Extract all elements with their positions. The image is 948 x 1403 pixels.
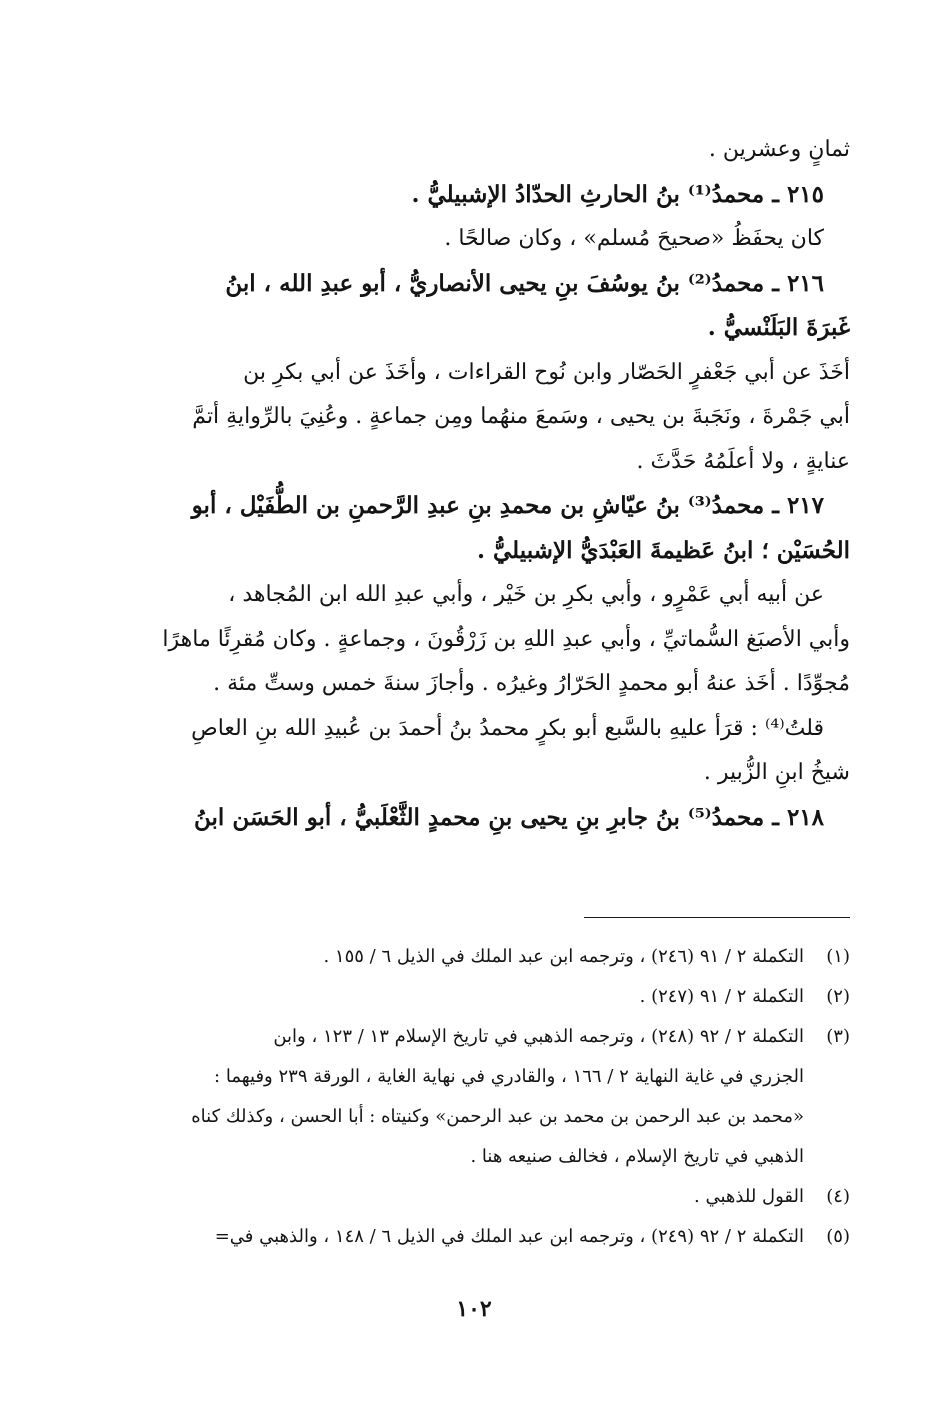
text-line: عن أبيه أبي عَمْرٍو ، وأبي بكرِ بن خَيْر ، وأبي عبدِ الله ابن المُجاهد ، [228,582,824,607]
footnote-number: (٥) [826,1226,850,1247]
text-line: أبي جَمْرةَ ، ونَجَبةَ بن يحيى ، وسَمعَ منهُما ومِن جماعةٍ . وعُنِيَ بالرِّوايةِ أتمَّ [192,404,850,429]
footnote-text: التكملة ٢ / ٩١ (٢٤٦) ، وترجمه ابن عبد الملك في الذيل ٦ / ١٥٥ . [323,946,804,967]
text-line: كان يحفَظُ «صحيحَ مُسلم» ، وكان صالحًا . [444,226,824,251]
footnote-number: (٤) [826,1186,850,1207]
footnote-3-line-3: «محمد بن عبد الرحمن بن محمد بن عبد الرحمن» وكنيتاه : أبا الحسن ، وكذلك كناه [191,1106,804,1127]
footnote-number: (١) [826,946,850,967]
footnote-3-line-2: الجزري في غاية النهاية ٢ / ١٦٦ ، والقادري في نهاية الغاية ، الورقة ٢٣٩ وفيهما : [214,1066,804,1087]
text-line: عنايةٍ ، ولا أعلَمُهُ حَدَّثَ . [636,448,850,474]
text-line: شيخُ ابنِ الزُّبير . [703,760,850,785]
entry-heading-216-cont: غَبرَةَ البَلَنْسيُّ . [707,314,850,341]
text-line: ثمانٍ وعشرين . [708,137,850,162]
main-text [105,128,850,840]
footnote-4 [105,1177,850,1217]
footnote-text: القول للذهبي . [694,1186,804,1207]
footnote-3-line-4: الذهبي في تاريخ الإسلام ، فخالف صنيعه هنا . [470,1146,804,1167]
footnote-3 [105,1017,850,1057]
footnote-number: (٢) [826,986,850,1007]
footnote-text: التكملة ٢ / ٩١ (٢٤٧) . [639,986,804,1007]
text-line: قلتُ⁽⁴⁾ : قرَأ عليهِ بالسَّبع أبو بكرٍ محمدُ بنُ أحمدَ بن عُبيدِ الله بنِ العاصِ [191,715,824,741]
footnote-1 [105,937,850,977]
footnote-text: التكملة ٢ / ٩٢ (٢٤٨) ، وترجمه الذهبي في تاريخ الإسلام ١٣ / ١٢٣ ، وابن [273,1026,804,1047]
footnote-divider [584,917,850,918]
page-number: ١٠٢ [456,1296,492,1322]
footnote-2 [105,977,850,1017]
footnote-text: التكملة ٢ / ٩٢ (٢٤٩) ، وترجمه ابن عبد الملك في الذيل ٦ / ١٤٨ ، والذهبي في= [214,1226,804,1247]
text-line: وأبي الأصبَغ السُّماتيِّ ، وأبي عبدِ اللهِ بن زَرْقُونَ ، وجماعةٍ . وكان مُقرِئًا ماهرًا [162,626,850,652]
entry-heading-218: ٢١٨ ـ محمدُ⁽⁵⁾ بنُ جابرِ بنِ يحيى بنِ محمدٍ الثَّعْلَبيُّ ، أبو الحَسَن ابنُ [194,803,824,831]
text-line: مُجوِّدًا . أخَذ عنهُ أبو محمدٍ الحَرّارُ وغيرُه . وأجازَ سنةَ خمس وستِّ مئة . [213,671,850,696]
entry-heading-216: ٢١٦ ـ محمدُ⁽²⁾ بنُ يوسُفَ بنِ يحيى الأنصاريُّ ، أبو عبدِ الله ، ابنُ [225,269,824,297]
entry-heading-215: ٢١٥ ـ محمدُ⁽¹⁾ بنُ الحارثِ الحدّادُ الإشبيليُّ . [411,180,824,208]
entry-heading-217: ٢١٧ ـ محمدُ⁽³⁾ بنُ عيّاشِ بن محمدِ بنِ عبدِ الرَّحمنِ بن الطُّفَيْل ، أبو [191,492,824,519]
footnotes [105,937,850,1257]
footnote-number: (٣) [826,1026,850,1047]
entry-heading-217-cont: الحُسَيْن ؛ ابنُ عَظيمةَ العَبْدَيُّ الإشبيليُّ . [477,536,850,564]
footnote-5 [105,1217,850,1257]
text-line: أخَذَ عن أبي جَعْفرٍ الحَصّار وابن نُوح القراءات ، وأخَذَ عن أبي بكرِ بن [243,359,850,385]
